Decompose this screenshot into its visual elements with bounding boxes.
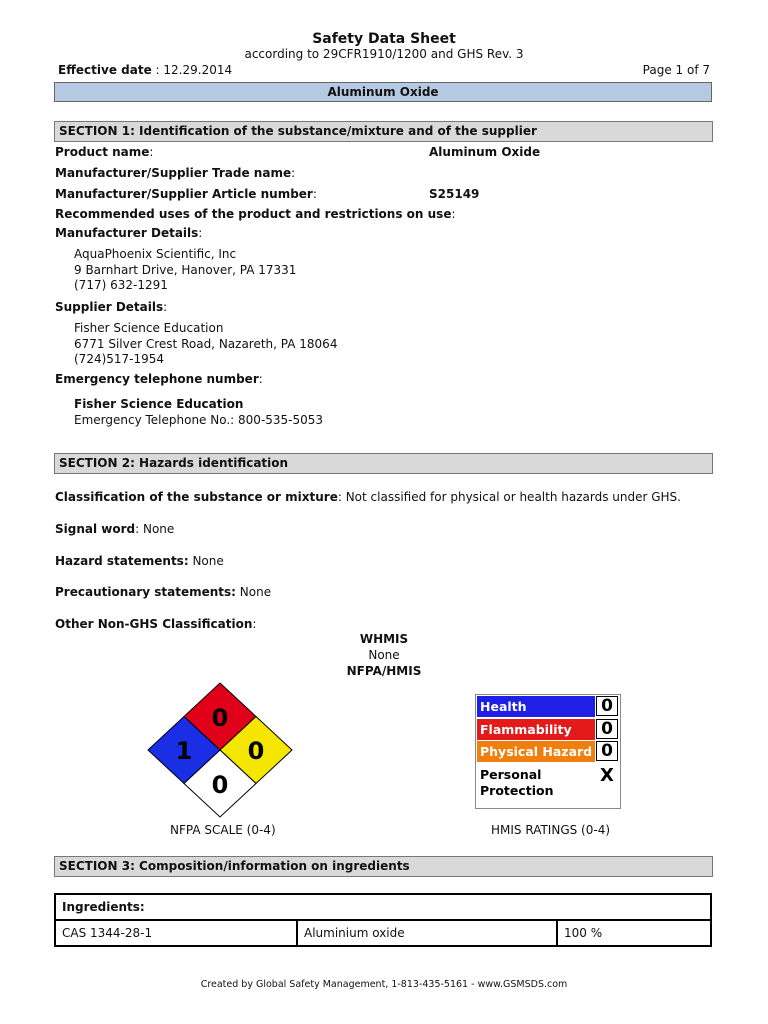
table-row xyxy=(55,920,711,946)
ingredients-table xyxy=(54,893,712,947)
emergency-phone-label: Emergency telephone number: xyxy=(55,372,263,386)
supplier-line: (724)517-1954 xyxy=(74,352,165,366)
effective-date xyxy=(58,63,232,77)
classification-line: Classification of the substance or mixture: Not classified for physical or health hazards under GHS. xyxy=(55,490,681,504)
effective-date-label: Effective date xyxy=(58,63,152,77)
hmis-personal-protection-label: Personal Protection xyxy=(480,767,554,798)
nfpa-caption: NFPA SCALE (0-4) xyxy=(170,823,276,837)
hmis-physical-hazard-row: Physical Hazard xyxy=(477,741,595,762)
footer-text: Created by Global Safety Management, 1-813-435-5161 - www.GSMSDS.com xyxy=(200,979,568,990)
nfpa-health-value: 1 xyxy=(175,737,193,765)
ingredient-cas: CAS 1344-28-1 xyxy=(55,920,297,946)
supplier-line: Fisher Science Education xyxy=(74,321,224,335)
article-number-value: S25149 xyxy=(429,187,480,201)
supplier-details-label: Supplier Details: xyxy=(55,300,168,314)
nfpa-instability-value: 0 xyxy=(247,737,265,765)
nfpa-flammability-value: 0 xyxy=(211,704,229,732)
other-classification-label: Other Non-GHS Classification: xyxy=(55,617,257,631)
ingredient-percent: 100 % xyxy=(557,920,711,946)
page-number: Page 1 of 7 xyxy=(642,63,710,77)
hmis-flammability-row: Flammability xyxy=(477,719,595,740)
manufacturer-line: (717) 632-1291 xyxy=(74,278,168,292)
emergency-contact-name: Fisher Science Education xyxy=(74,397,244,411)
nfpa-hmis-label: NFPA/HMIS xyxy=(346,664,422,678)
hmis-physical-hazard-value: 0 xyxy=(596,741,618,761)
manufacturer-line: 9 Barnhart Drive, Hanover, PA 17331 xyxy=(74,262,297,277)
recommended-uses-label: Recommended uses of the product and restrictions on use: xyxy=(55,207,456,221)
nfpa-special-value: 0 xyxy=(211,771,229,799)
whmis-value: None xyxy=(368,648,400,662)
hmis-personal-protection-value: X xyxy=(600,765,614,786)
ingredients-header: Ingredients: xyxy=(55,894,711,920)
product-name-value: Aluminum Oxide xyxy=(429,145,541,159)
product-bar: Aluminum Oxide xyxy=(54,82,712,102)
hmis-label-box xyxy=(475,694,621,809)
precautionary-statements-line: Precautionary statements: None xyxy=(55,585,272,599)
supplier-address xyxy=(74,321,337,368)
hazard-statements-line: Hazard statements: None xyxy=(55,554,224,568)
manufacturer-line: AquaPhoenix Scientific, Inc xyxy=(74,247,237,261)
document-title: Safety Data Sheet xyxy=(312,31,456,47)
manufacturer-address xyxy=(74,247,296,294)
table-row xyxy=(55,894,711,920)
article-number-label: Manufacturer/Supplier Article number: xyxy=(55,187,317,201)
trade-name-label: Manufacturer/Supplier Trade name: xyxy=(55,166,296,180)
hmis-flammability-value: 0 xyxy=(596,719,618,739)
product-name-label: Product name: xyxy=(55,145,154,159)
document-subtitle: according to 29CFR1910/1200 and GHS Rev. 3 xyxy=(244,47,524,61)
supplier-line: 6771 Silver Crest Road, Nazareth, PA 18064 xyxy=(74,336,338,351)
ingredient-name: Aluminium oxide xyxy=(297,920,557,946)
nfpa-diamond xyxy=(146,682,294,822)
section-1-heading: SECTION 1: Identification of the substance/mixture and of the supplier xyxy=(54,121,713,142)
hmis-caption: HMIS RATINGS (0-4) xyxy=(491,823,611,837)
manufacturer-details-label: Manufacturer Details: xyxy=(55,226,203,240)
section-3-heading: SECTION 3: Composition/information on ingredients xyxy=(54,856,713,877)
hmis-health-value: 0 xyxy=(596,696,618,716)
section-2-heading: SECTION 2: Hazards identification xyxy=(54,453,713,474)
signal-word-line: Signal word: None xyxy=(55,522,175,536)
whmis-label: WHMIS xyxy=(359,632,409,646)
effective-date-value: : 12.29.2014 xyxy=(151,63,233,77)
emergency-contact-phone: Emergency Telephone No.: 800-535-5053 xyxy=(74,413,324,427)
hmis-health-row: Health xyxy=(477,696,595,717)
